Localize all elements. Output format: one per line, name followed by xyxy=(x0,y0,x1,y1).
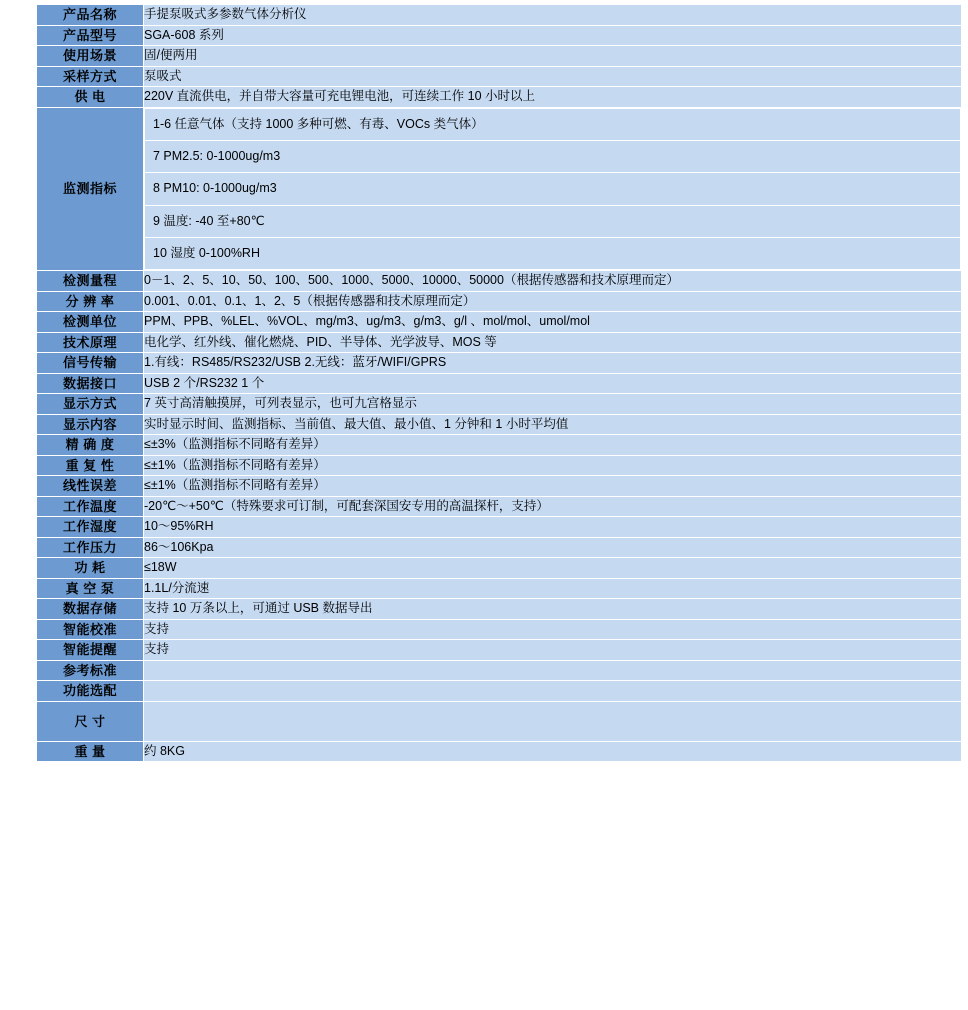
row-value: 实时显示时间、监测指标、当前值、最大值、最小值、1 分钟和 1 小时平均值 xyxy=(144,414,962,435)
row-label: 检测量程 xyxy=(37,271,144,292)
table-row-reference-standards xyxy=(37,681,962,702)
table-row xyxy=(37,394,962,415)
row-value: 0－1、2、5、10、50、100、500、1000、5000、10000、50000（根据传感器和技术原理而定） xyxy=(144,271,962,292)
row-label: 数据接口 xyxy=(37,373,144,394)
row-value: ≤±3%（监测指标不同略有差异） xyxy=(144,435,962,456)
row-label: 工作压力 xyxy=(37,537,144,558)
table-row xyxy=(37,5,962,26)
row-value: 约 8KG xyxy=(144,741,962,762)
table-row xyxy=(37,619,962,640)
table-row xyxy=(37,435,962,456)
indicator-row xyxy=(145,108,961,140)
row-label: 工作湿度 xyxy=(37,517,144,538)
row-value: 7 英寸高清触摸屏，可列表显示，也可九宫格显示 xyxy=(144,394,962,415)
row-value: 支持 10 万条以上，可通过 USB 数据导出 xyxy=(144,599,962,620)
row-label: 产品名称 xyxy=(37,5,144,26)
row-label: 使用场景 xyxy=(37,46,144,67)
indicator-row xyxy=(145,238,961,270)
row-value-standards xyxy=(144,681,962,702)
table-row xyxy=(37,578,962,599)
row-label: 重 量 xyxy=(37,741,144,762)
table-row xyxy=(37,414,962,435)
row-value: 0.001、0.01、0.1、1、2、5（根据传感器和技术原理而定） xyxy=(144,291,962,312)
row-value: 支持 xyxy=(144,619,962,640)
table-row xyxy=(37,66,962,87)
row-value: 泵吸式 xyxy=(144,66,962,87)
row-label: 线性误差 xyxy=(37,476,144,497)
specification-table xyxy=(36,4,962,763)
option-item xyxy=(144,721,961,740)
row-value: 1.有线：RS485/RS232/USB 2.无线：蓝牙/WIFI/GPRS xyxy=(144,353,962,374)
table-row xyxy=(37,46,962,67)
monitoring-indicator-table xyxy=(144,108,961,271)
row-label: 参考标准 xyxy=(37,660,144,681)
row-label: 供 电 xyxy=(37,87,144,108)
table-row xyxy=(37,332,962,353)
row-value: USB 2 个/RS232 1 个 xyxy=(144,373,962,394)
row-label: 尺 寸 xyxy=(37,701,144,741)
table-row xyxy=(37,87,962,108)
table-row xyxy=(37,762,962,763)
row-label: 检测单位 xyxy=(37,312,144,333)
row-label: 技术原理 xyxy=(37,332,144,353)
row-value: PPM、PPB、%LEL、%VOL、mg/m3、ug/m3、g/m3、g/l 、mol/mol、umol/mol xyxy=(144,312,962,333)
row-value xyxy=(144,660,962,681)
table-row xyxy=(37,537,962,558)
row-value: 电化学、红外线、催化燃烧、PID、半导体、光学波导、MOS 等 xyxy=(144,332,962,353)
table-row xyxy=(37,291,962,312)
table-row-optional-functions xyxy=(37,701,962,741)
row-label: 数据存储 xyxy=(37,599,144,620)
row-value: 220V 直流供电，并自带大容量可充电锂电池，可连续工作 10 小时以上 xyxy=(144,87,962,108)
row-label: 显示方式 xyxy=(37,394,144,415)
row-value: ≤±1%（监测指标不同略有差异） xyxy=(144,476,962,497)
table-row xyxy=(37,496,962,517)
row-value: 86～106Kpa xyxy=(144,537,962,558)
row-value-options xyxy=(144,701,962,741)
indicator-row xyxy=(145,173,961,205)
row-label: 功能选配 xyxy=(37,681,144,702)
table-row xyxy=(37,558,962,579)
row-label: 信号传输 xyxy=(37,353,144,374)
table-row xyxy=(37,640,962,661)
option-item xyxy=(144,702,961,721)
indicator-value: 7 PM2.5: 0-1000ug/m3 xyxy=(145,140,961,172)
table-row xyxy=(37,312,962,333)
row-label xyxy=(37,762,144,763)
row-label: 采样方式 xyxy=(37,66,144,87)
row-label: 监测指标 xyxy=(37,107,144,271)
row-label: 智能提醒 xyxy=(37,640,144,661)
row-value: 固/便两用 xyxy=(144,46,962,67)
row-value: ≤18W xyxy=(144,558,962,579)
row-value: ≤±1%（监测指标不同略有差异） xyxy=(144,455,962,476)
indicator-row xyxy=(145,140,961,172)
table-row xyxy=(37,741,962,762)
row-label: 智能校准 xyxy=(37,619,144,640)
row-value: 手提泵吸式多参数气体分析仪 xyxy=(144,5,962,26)
row-label: 产品型号 xyxy=(37,25,144,46)
row-label: 功 耗 xyxy=(37,558,144,579)
table-row xyxy=(37,599,962,620)
row-value: -20℃～+50℃（特殊要求可订制，可配套深国安专用的高温探杆，支持） xyxy=(144,496,962,517)
row-label: 重 复 性 xyxy=(37,455,144,476)
row-value: 1.1L/分流速 xyxy=(144,578,962,599)
row-value: 10～95%RH xyxy=(144,517,962,538)
row-label: 精 确 度 xyxy=(37,435,144,456)
row-label: 真 空 泵 xyxy=(37,578,144,599)
table-row xyxy=(37,271,962,292)
table-row xyxy=(37,517,962,538)
row-value xyxy=(144,762,962,763)
table-row xyxy=(37,660,962,681)
table-row xyxy=(37,455,962,476)
row-value: SGA-608 系列 xyxy=(144,25,962,46)
indicator-row xyxy=(145,205,961,237)
table-row xyxy=(37,25,962,46)
row-value-group xyxy=(144,107,962,271)
table-row xyxy=(37,373,962,394)
table-row xyxy=(37,353,962,374)
row-label: 显示内容 xyxy=(37,414,144,435)
table-row-monitoring-indicators xyxy=(37,107,962,271)
indicator-value: 10 湿度 0-100%RH xyxy=(145,238,961,270)
indicator-value: 9 温度: -40 至+80℃ xyxy=(145,205,961,237)
row-value: 支持 xyxy=(144,640,962,661)
row-label: 工作温度 xyxy=(37,496,144,517)
indicator-value: 8 PM10: 0-1000ug/m3 xyxy=(145,173,961,205)
row-label: 分 辨 率 xyxy=(37,291,144,312)
indicator-value: 1-6 任意气体（支持 1000 多种可燃、有毒、VOCs 类气体） xyxy=(145,108,961,140)
table-row xyxy=(37,476,962,497)
